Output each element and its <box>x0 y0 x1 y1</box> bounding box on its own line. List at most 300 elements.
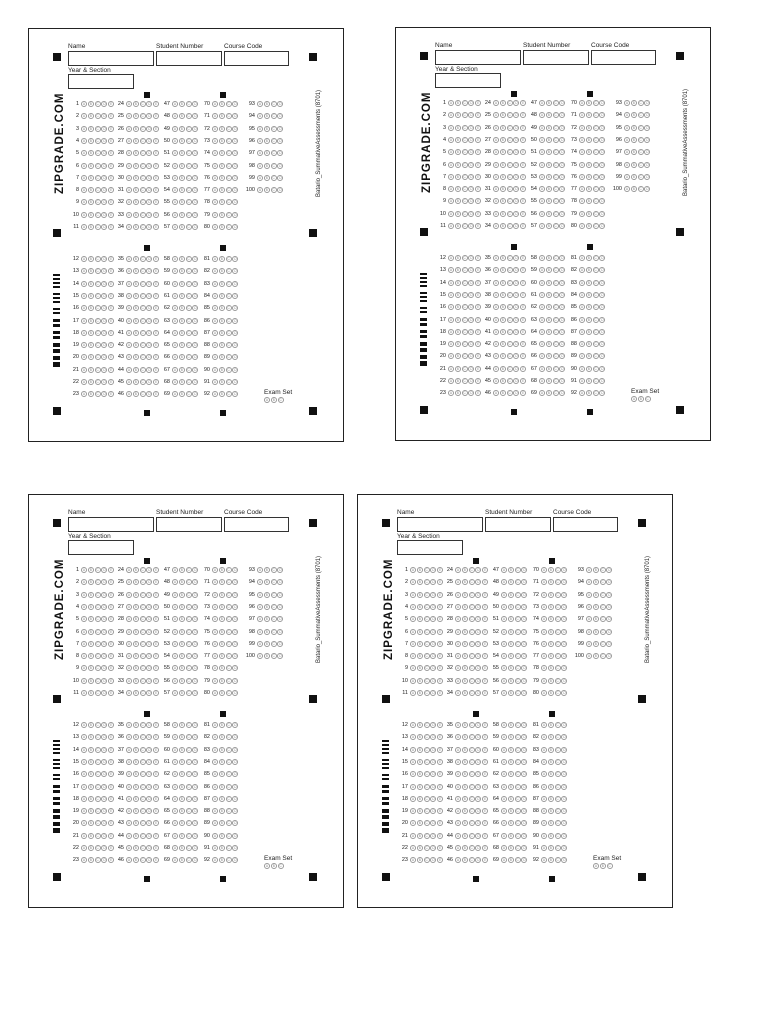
answer-bubble[interactable]: D <box>432 604 435 609</box>
answer-bubble[interactable]: A <box>580 305 584 310</box>
answer-bubble[interactable]: E <box>155 568 158 572</box>
answer-bubble[interactable]: E <box>522 256 525 260</box>
exam-set-bubble[interactable]: B <box>601 864 604 868</box>
answer-bubble[interactable]: C <box>187 678 190 683</box>
answer-bubble[interactable]: E <box>155 629 158 634</box>
answer-bubble[interactable]: B <box>418 617 421 622</box>
answer-bubble[interactable]: B <box>89 330 92 335</box>
answer-bubble[interactable]: D <box>515 329 518 334</box>
answer-bubble[interactable]: E <box>477 125 480 130</box>
answer-bubble[interactable]: A <box>258 163 262 168</box>
answer-bubble[interactable]: A <box>173 392 177 397</box>
answer-bubble[interactable]: C <box>227 858 230 863</box>
answer-bubble[interactable]: A <box>587 592 591 597</box>
answer-bubble[interactable]: B <box>220 138 223 143</box>
answer-bubble[interactable]: D <box>194 163 197 168</box>
answer-bubble[interactable]: E <box>155 343 158 348</box>
exam-set-bubble[interactable]: C <box>646 397 649 401</box>
answer-bubble[interactable]: A <box>502 759 506 764</box>
answer-bubble[interactable]: B <box>509 747 512 752</box>
answer-bubble[interactable]: B <box>220 212 223 217</box>
answer-bubble[interactable]: E <box>155 318 158 323</box>
answer-bubble[interactable]: D <box>523 846 526 850</box>
answer-bubble[interactable]: D <box>432 735 435 740</box>
answer-bubble[interactable]: D <box>608 641 611 646</box>
answer-bubble[interactable]: D <box>561 137 564 142</box>
answer-bubble[interactable]: B <box>89 212 92 217</box>
answer-bubble[interactable]: A <box>411 723 415 727</box>
answer-bubble[interactable]: A <box>540 224 544 228</box>
answer-bubble[interactable]: B <box>180 796 183 801</box>
answer-bubble[interactable]: D <box>194 858 197 863</box>
answer-bubble[interactable]: D <box>523 592 526 597</box>
answer-bubble[interactable]: B <box>220 163 223 168</box>
answer-bubble[interactable]: D <box>279 163 282 168</box>
answer-bubble[interactable]: A <box>173 281 177 286</box>
answer-bubble[interactable]: B <box>547 113 550 118</box>
answer-bubble[interactable]: C <box>187 175 190 180</box>
answer-bubble[interactable]: E <box>484 568 487 572</box>
answer-bubble[interactable]: D <box>148 212 151 217</box>
answer-bubble[interactable]: E <box>439 568 442 572</box>
answer-bubble[interactable]: A <box>502 846 506 850</box>
answer-bubble[interactable]: A <box>173 723 177 727</box>
answer-bubble[interactable]: B <box>180 151 183 156</box>
answer-bubble[interactable]: B <box>418 641 421 646</box>
answer-bubble[interactable]: B <box>587 199 590 204</box>
answer-bubble[interactable]: D <box>103 796 106 801</box>
answer-bubble[interactable]: B <box>265 617 268 622</box>
answer-bubble[interactable]: C <box>554 366 557 371</box>
answer-bubble[interactable]: D <box>194 568 197 572</box>
answer-bubble[interactable]: C <box>272 641 275 646</box>
answer-bubble[interactable]: E <box>522 379 525 383</box>
answer-bubble[interactable]: B <box>220 833 223 838</box>
answer-bubble[interactable]: B <box>134 747 137 752</box>
answer-bubble[interactable]: C <box>470 759 473 764</box>
answer-bubble[interactable]: E <box>522 268 525 273</box>
answer-bubble[interactable]: A <box>502 568 506 572</box>
answer-bubble[interactable]: B <box>456 354 459 359</box>
answer-bubble[interactable]: C <box>508 280 511 285</box>
answer-bubble[interactable]: D <box>477 833 480 838</box>
answer-bubble[interactable]: D <box>148 784 151 789</box>
answer-bubble[interactable]: A <box>213 175 217 180</box>
answer-bubble[interactable]: D <box>470 317 473 322</box>
answer-bubble[interactable]: A <box>502 784 506 789</box>
answer-bubble[interactable]: E <box>477 366 480 371</box>
answer-bubble[interactable]: D <box>103 212 106 217</box>
answer-bubble[interactable]: A <box>456 772 460 777</box>
name-field[interactable] <box>68 51 154 66</box>
answer-bubble[interactable]: B <box>134 392 137 397</box>
answer-bubble[interactable]: A <box>127 188 131 193</box>
answer-bubble[interactable]: A <box>456 747 460 752</box>
answer-bubble[interactable]: D <box>234 641 237 646</box>
answer-bubble[interactable]: A <box>542 759 546 764</box>
answer-bubble[interactable]: E <box>522 317 525 322</box>
answer-bubble[interactable]: C <box>187 355 190 360</box>
answer-bubble[interactable]: D <box>561 305 564 310</box>
answer-bubble[interactable]: A <box>494 305 498 310</box>
answer-bubble[interactable]: A <box>449 317 453 322</box>
answer-bubble[interactable]: A <box>127 343 131 348</box>
answer-bubble[interactable]: D <box>601 150 604 155</box>
answer-bubble[interactable]: C <box>187 138 190 143</box>
answer-bubble[interactable]: B <box>89 200 92 205</box>
answer-bubble[interactable]: D <box>477 772 480 777</box>
answer-bubble[interactable]: C <box>508 292 511 297</box>
answer-bubble[interactable]: D <box>148 654 151 659</box>
answer-bubble[interactable]: B <box>547 174 550 179</box>
answer-bubble[interactable]: C <box>96 723 99 727</box>
answer-bubble[interactable]: E <box>155 281 158 286</box>
answer-bubble[interactable]: C <box>141 151 144 156</box>
answer-bubble[interactable]: B <box>547 162 550 167</box>
answer-bubble[interactable]: C <box>187 318 190 323</box>
name-field[interactable] <box>435 50 521 65</box>
answer-bubble[interactable]: C <box>227 318 230 323</box>
answer-bubble[interactable]: E <box>477 187 480 192</box>
answer-bubble[interactable]: D <box>608 580 611 585</box>
answer-bubble[interactable]: A <box>173 629 177 634</box>
answer-bubble[interactable]: D <box>432 641 435 646</box>
answer-bubble[interactable]: D <box>515 101 518 105</box>
answer-bubble[interactable]: D <box>234 629 237 634</box>
answer-bubble[interactable]: B <box>594 654 597 659</box>
answer-bubble[interactable]: C <box>470 833 473 838</box>
answer-bubble[interactable]: B <box>134 343 137 348</box>
answer-bubble[interactable]: E <box>110 330 113 335</box>
answer-bubble[interactable]: D <box>103 691 106 695</box>
answer-bubble[interactable]: B <box>587 113 590 118</box>
answer-bubble[interactable]: A <box>82 691 86 695</box>
answer-bubble[interactable]: B <box>134 858 137 863</box>
answer-bubble[interactable]: C <box>96 833 99 838</box>
answer-bubble[interactable]: D <box>103 821 106 826</box>
answer-bubble[interactable]: C <box>141 188 144 193</box>
answer-bubble[interactable]: B <box>89 392 92 397</box>
answer-bubble[interactable]: C <box>96 318 99 323</box>
answer-bubble[interactable]: E <box>477 224 480 228</box>
answer-bubble[interactable]: B <box>632 125 635 130</box>
answer-bubble[interactable]: A <box>173 126 177 131</box>
answer-bubble[interactable]: B <box>89 380 92 384</box>
answer-bubble[interactable]: A <box>173 604 177 609</box>
answer-bubble[interactable]: C <box>187 212 190 217</box>
answer-bubble[interactable]: A <box>82 629 86 634</box>
answer-bubble[interactable]: A <box>258 629 262 634</box>
answer-bubble[interactable]: C <box>272 126 275 131</box>
answer-bubble[interactable]: A <box>127 225 131 229</box>
answer-bubble[interactable]: D <box>515 162 518 167</box>
answer-bubble[interactable]: C <box>187 691 190 695</box>
answer-bubble[interactable]: B <box>180 821 183 826</box>
answer-bubble[interactable]: A <box>173 257 177 261</box>
answer-bubble[interactable]: B <box>265 654 268 659</box>
answer-bubble[interactable]: B <box>134 306 137 311</box>
answer-bubble[interactable]: A <box>540 280 544 285</box>
answer-bubble[interactable]: D <box>608 592 611 597</box>
answer-bubble[interactable]: A <box>127 175 131 180</box>
answer-bubble[interactable]: C <box>463 354 466 359</box>
answer-bubble[interactable]: E <box>477 317 480 322</box>
answer-bubble[interactable]: A <box>258 151 262 156</box>
answer-bubble[interactable]: B <box>265 126 268 131</box>
answer-bubble[interactable]: E <box>110 225 113 229</box>
answer-bubble[interactable]: C <box>96 666 99 671</box>
course-code-field[interactable] <box>591 50 656 65</box>
answer-bubble[interactable]: B <box>463 604 466 609</box>
answer-bubble[interactable]: C <box>425 809 428 814</box>
answer-bubble[interactable]: A <box>213 392 217 397</box>
answer-bubble[interactable]: C <box>425 759 428 764</box>
answer-bubble[interactable]: C <box>425 772 428 777</box>
answer-bubble[interactable]: B <box>180 293 183 298</box>
answer-bubble[interactable]: D <box>601 268 604 273</box>
answer-bubble[interactable]: D <box>470 305 473 310</box>
answer-bubble[interactable]: B <box>134 102 137 106</box>
answer-bubble[interactable]: B <box>456 379 459 383</box>
answer-bubble[interactable]: D <box>103 114 106 119</box>
answer-bubble[interactable]: A <box>213 666 217 671</box>
answer-bubble[interactable]: A <box>542 629 546 634</box>
answer-bubble[interactable]: C <box>96 617 99 622</box>
answer-bubble[interactable]: A <box>411 809 415 814</box>
answer-bubble[interactable]: E <box>484 772 487 777</box>
answer-bubble[interactable]: A <box>127 200 131 205</box>
answer-bubble[interactable]: D <box>646 113 649 118</box>
answer-bubble[interactable]: D <box>563 654 566 659</box>
answer-bubble[interactable]: B <box>134 269 137 274</box>
answer-bubble[interactable]: A <box>173 809 177 814</box>
answer-bubble[interactable]: C <box>227 796 230 801</box>
answer-bubble[interactable]: C <box>141 747 144 752</box>
answer-bubble[interactable]: A <box>173 269 177 274</box>
answer-bubble[interactable]: D <box>470 224 473 228</box>
answer-bubble[interactable]: D <box>523 809 526 814</box>
answer-bubble[interactable]: B <box>501 199 504 204</box>
answer-bubble[interactable]: D <box>234 343 237 348</box>
exam-set-bubble[interactable]: B <box>272 864 275 868</box>
answer-bubble[interactable]: C <box>141 592 144 597</box>
answer-bubble[interactable]: E <box>439 735 442 740</box>
answer-bubble[interactable]: B <box>180 592 183 597</box>
answer-bubble[interactable]: B <box>220 604 223 609</box>
answer-bubble[interactable]: B <box>501 150 504 155</box>
answer-bubble[interactable]: A <box>502 796 506 801</box>
answer-bubble[interactable]: D <box>234 821 237 826</box>
answer-bubble[interactable]: E <box>477 292 480 297</box>
answer-bubble[interactable]: B <box>134 833 137 838</box>
answer-bubble[interactable]: C <box>96 796 99 801</box>
answer-bubble[interactable]: D <box>515 137 518 142</box>
answer-bubble[interactable]: E <box>155 102 158 106</box>
answer-bubble[interactable]: A <box>449 366 453 371</box>
answer-bubble[interactable]: D <box>194 306 197 311</box>
answer-bubble[interactable]: C <box>96 126 99 131</box>
answer-bubble[interactable]: D <box>470 187 473 192</box>
answer-bubble[interactable]: A <box>213 380 217 384</box>
answer-bubble[interactable]: A <box>213 318 217 323</box>
answer-bubble[interactable]: E <box>155 126 158 131</box>
answer-bubble[interactable]: D <box>103 735 106 740</box>
answer-bubble[interactable]: C <box>227 641 230 646</box>
answer-bubble[interactable]: C <box>187 735 190 740</box>
answer-bubble[interactable]: D <box>234 392 237 397</box>
answer-bubble[interactable]: A <box>542 641 546 646</box>
answer-bubble[interactable]: C <box>470 772 473 777</box>
answer-bubble[interactable]: A <box>173 306 177 311</box>
answer-bubble[interactable]: E <box>110 772 113 777</box>
answer-bubble[interactable]: A <box>127 784 131 789</box>
answer-bubble[interactable]: C <box>556 747 559 752</box>
answer-bubble[interactable]: C <box>227 163 230 168</box>
answer-bubble[interactable]: C <box>96 151 99 156</box>
answer-bubble[interactable]: B <box>89 723 92 727</box>
answer-bubble[interactable]: A <box>625 113 629 118</box>
answer-bubble[interactable]: E <box>484 678 487 683</box>
answer-bubble[interactable]: A <box>456 846 460 850</box>
answer-bubble[interactable]: C <box>463 174 466 179</box>
answer-bubble[interactable]: A <box>494 137 498 142</box>
answer-bubble[interactable]: D <box>103 269 106 274</box>
year-section-field[interactable] <box>68 74 134 89</box>
answer-bubble[interactable]: E <box>110 833 113 838</box>
answer-bubble[interactable]: D <box>470 125 473 130</box>
answer-bubble[interactable]: D <box>148 641 151 646</box>
answer-bubble[interactable]: D <box>148 257 151 261</box>
answer-bubble[interactable]: B <box>134 772 137 777</box>
answer-bubble[interactable]: C <box>141 138 144 143</box>
answer-bubble[interactable]: C <box>141 809 144 814</box>
answer-bubble[interactable]: B <box>134 654 137 659</box>
answer-bubble[interactable]: D <box>523 691 526 695</box>
answer-bubble[interactable]: C <box>556 772 559 777</box>
answer-bubble[interactable]: D <box>194 796 197 801</box>
answer-bubble[interactable]: B <box>509 821 512 826</box>
answer-bubble[interactable]: A <box>213 629 217 634</box>
answer-bubble[interactable]: D <box>234 846 237 850</box>
answer-bubble[interactable]: B <box>418 629 421 634</box>
answer-bubble[interactable]: A <box>213 735 217 740</box>
answer-bubble[interactable]: B <box>89 269 92 274</box>
answer-bubble[interactable]: B <box>501 379 504 383</box>
answer-bubble[interactable]: B <box>180 355 183 360</box>
exam-set-bubble[interactable]: A <box>594 864 598 868</box>
answer-bubble[interactable]: B <box>220 666 223 671</box>
answer-bubble[interactable]: B <box>180 641 183 646</box>
answer-bubble[interactable]: C <box>227 380 230 384</box>
answer-bubble[interactable]: A <box>127 102 131 106</box>
answer-bubble[interactable]: C <box>96 858 99 863</box>
answer-bubble[interactable]: C <box>425 617 428 622</box>
answer-bubble[interactable]: A <box>502 833 506 838</box>
answer-bubble[interactable]: B <box>587 354 590 359</box>
answer-bubble[interactable]: B <box>587 379 590 383</box>
answer-bubble[interactable]: C <box>601 641 604 646</box>
answer-bubble[interactable]: B <box>134 151 137 156</box>
answer-bubble[interactable]: A <box>449 342 453 347</box>
answer-bubble[interactable]: D <box>279 138 282 143</box>
answer-bubble[interactable]: B <box>134 666 137 671</box>
answer-bubble[interactable]: A <box>540 342 544 347</box>
answer-bubble[interactable]: C <box>556 735 559 740</box>
answer-bubble[interactable]: A <box>449 150 453 155</box>
answer-bubble[interactable]: E <box>110 759 113 764</box>
answer-bubble[interactable]: A <box>411 821 415 826</box>
answer-bubble[interactable]: A <box>82 330 86 335</box>
answer-bubble[interactable]: D <box>279 102 282 106</box>
answer-bubble[interactable]: D <box>515 113 518 118</box>
answer-bubble[interactable]: D <box>234 330 237 335</box>
answer-bubble[interactable]: B <box>501 162 504 167</box>
answer-bubble[interactable]: C <box>556 796 559 801</box>
answer-bubble[interactable]: B <box>509 796 512 801</box>
answer-bubble[interactable]: A <box>173 592 177 597</box>
answer-bubble[interactable]: E <box>484 641 487 646</box>
answer-bubble[interactable]: A <box>449 113 453 118</box>
answer-bubble[interactable]: B <box>509 691 512 695</box>
answer-bubble[interactable]: D <box>234 306 237 311</box>
answer-bubble[interactable]: B <box>594 617 597 622</box>
answer-bubble[interactable]: E <box>110 392 113 397</box>
answer-bubble[interactable]: C <box>187 293 190 298</box>
answer-bubble[interactable]: E <box>155 269 158 274</box>
answer-bubble[interactable]: D <box>432 654 435 659</box>
answer-bubble[interactable]: C <box>96 392 99 397</box>
answer-bubble[interactable]: B <box>220 784 223 789</box>
answer-bubble[interactable]: C <box>187 114 190 119</box>
answer-bubble[interactable]: C <box>96 678 99 683</box>
answer-bubble[interactable]: D <box>470 280 473 285</box>
answer-bubble[interactable]: A <box>502 580 506 585</box>
answer-bubble[interactable]: D <box>234 225 237 229</box>
answer-bubble[interactable]: C <box>141 392 144 397</box>
answer-bubble[interactable]: A <box>173 138 177 143</box>
answer-bubble[interactable]: B <box>220 392 223 397</box>
answer-bubble[interactable]: D <box>103 641 106 646</box>
answer-bubble[interactable]: C <box>227 833 230 838</box>
answer-bubble[interactable]: A <box>625 137 629 142</box>
answer-bubble[interactable]: B <box>418 772 421 777</box>
answer-bubble[interactable]: C <box>639 174 642 179</box>
answer-bubble[interactable]: E <box>484 691 487 695</box>
answer-bubble[interactable]: A <box>213 723 217 727</box>
answer-bubble[interactable]: C <box>554 187 557 192</box>
answer-bubble[interactable]: C <box>141 858 144 863</box>
answer-bubble[interactable]: E <box>439 833 442 838</box>
answer-bubble[interactable]: C <box>556 580 559 585</box>
answer-bubble[interactable]: A <box>502 821 506 826</box>
answer-bubble[interactable]: A <box>540 379 544 383</box>
answer-bubble[interactable]: B <box>220 617 223 622</box>
answer-bubble[interactable]: B <box>587 391 590 396</box>
answer-bubble[interactable]: B <box>220 281 223 286</box>
answer-bubble[interactable]: C <box>594 292 597 297</box>
answer-bubble[interactable]: B <box>463 846 466 850</box>
answer-bubble[interactable]: C <box>516 654 519 659</box>
answer-bubble[interactable]: B <box>89 772 92 777</box>
answer-bubble[interactable]: D <box>561 174 564 179</box>
answer-bubble[interactable]: B <box>220 355 223 360</box>
answer-bubble[interactable]: D <box>601 162 604 167</box>
answer-bubble[interactable]: A <box>213 212 217 217</box>
answer-bubble[interactable]: D <box>194 330 197 335</box>
answer-bubble[interactable]: D <box>234 666 237 671</box>
answer-bubble[interactable]: A <box>213 821 217 826</box>
answer-bubble[interactable]: C <box>508 162 511 167</box>
